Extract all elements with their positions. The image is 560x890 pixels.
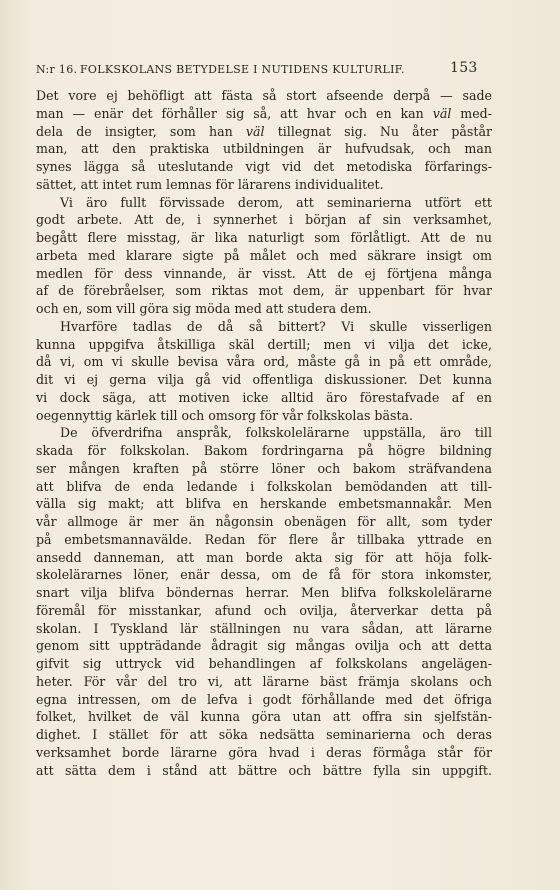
text-line: och en, som vill göra sig möda med att studera dem. xyxy=(36,301,372,316)
text-line: godt arbete. Att de, i synnerhet i början af sin verksamhet, xyxy=(36,212,492,228)
page-number: 153 xyxy=(450,60,478,76)
text-line: att blifva de enda ledande i folkskolan bemödanden att till- xyxy=(36,478,492,494)
text-line: af de förebråelser, som riktas mot dem, är uppenbart för hvar xyxy=(36,283,492,299)
text-line: på embetsmannavälde. Redan för flere år tillbaka yttrade en xyxy=(36,531,492,547)
text-line: snart vilja blifva böndernas herrar. Men blifva folkskolelärarne xyxy=(36,585,492,600)
running-title: FOLKSKOLANS BETYDELSE I NUTIDENS KULTURLIF. xyxy=(80,63,405,76)
text-line: Vi äro fullt förvissade derom, att seminarierna utfört ett xyxy=(60,194,492,210)
text-line: egna intressen, om de lefva i godt förhållande med det öfriga xyxy=(36,691,492,707)
text-line: synes lägga så uteslutande vigt vid det metodiska förfarings- xyxy=(36,159,492,174)
text-line: Det vore ej behöfligt att fästa så stort afseende derpå — sade xyxy=(36,88,492,103)
text-line: arbeta med klarare sigte på målet och med säkrare insigt om xyxy=(36,247,492,263)
text-line: medlen för dess vinnande, är visst. Att de ej förtjena många xyxy=(36,265,492,281)
text-line: kunna uppgifva åtskilliga skäl dertill; men vi vilja det icke, xyxy=(36,336,492,352)
running-header xyxy=(36,60,476,80)
text-line: heter. För vår del tro vi, att lärarne bäst främja skolans och xyxy=(36,673,492,689)
text-line: ser mången kraften på större löner och bakom sträfvandena xyxy=(36,460,492,476)
text-line: dit vi ej gerna vilja gå vid offentliga diskussioner. Det kunna xyxy=(36,372,492,387)
text-line: att sätta dem i stånd att bättre och bättre fylla sin uppgift. xyxy=(36,762,492,778)
text-line: Hvarföre tadlas de då så bittert? Vi skulle visserligen xyxy=(60,318,492,334)
text-line: ansedd danneman, att man borde akta sig för att höja folk- xyxy=(36,549,492,565)
body-text xyxy=(36,87,492,779)
text-line: då vi, om vi skulle bevisa våra ord, måste gå in på ett område, xyxy=(36,354,492,370)
text-line: välla sig makt; att blifva en herskande embetsmannakår. Men xyxy=(36,496,492,512)
text-line: vår allmoge är mer än någonsin obenägen för allt, som tyder xyxy=(36,514,492,529)
text-line: begått flere misstag, är lika naturligt som förlåtligt. Att de nu xyxy=(36,230,492,245)
text-line: skolelärarnes löner, enär dessa, om de få för stora inkomster, xyxy=(36,567,492,583)
text-line: skolan. I Tyskland lär ställningen nu vara sådan, att lärarne xyxy=(36,620,492,636)
text-line: föremål för misstankar, afund och ovilja, återverkar detta på xyxy=(36,602,492,618)
issue-number: N:r 16. xyxy=(36,63,78,76)
text-line: gifvit sig uttryck vid behandlingen af folkskolans angelägen- xyxy=(36,656,492,671)
text-line: genom sitt uppträdande ådragit sig mångas ovilja och att detta xyxy=(36,638,492,654)
text-line: verksamhet borde lärarne göra hvad i deras förmåga står för xyxy=(36,744,492,760)
text-line: dela de insigter, som han väl tillegnat sig. Nu åter påstår xyxy=(36,123,492,139)
text-line: man — enär det förhåller sig så, att hvar och en kan väl med- xyxy=(36,105,492,121)
text-line: dighet. I stället för att söka nedsätta seminarierna och deras xyxy=(36,727,492,742)
text-line: sättet, att intet rum lemnas för lärarens individualitet. xyxy=(36,176,384,192)
text-line: skada för folkskolan. Bakom fordringarna på högre bildning xyxy=(36,443,492,458)
text-line: De öfverdrifna anspråk, folkskolelärarne uppställa, äro till xyxy=(60,425,492,441)
text-line: man, att den praktiska utbildningen är hufvudsak, och man xyxy=(36,141,492,157)
text-line: oegennyttig kärlek till och omsorg för vår folkskolas bästa. xyxy=(36,407,414,423)
text-line: vi dock säga, att motiven icke alltid äro förestafvade af en xyxy=(36,389,492,405)
text-line: folket, hvilket de väl kunna göra utan att offra sin sjelfstän- xyxy=(36,709,492,725)
